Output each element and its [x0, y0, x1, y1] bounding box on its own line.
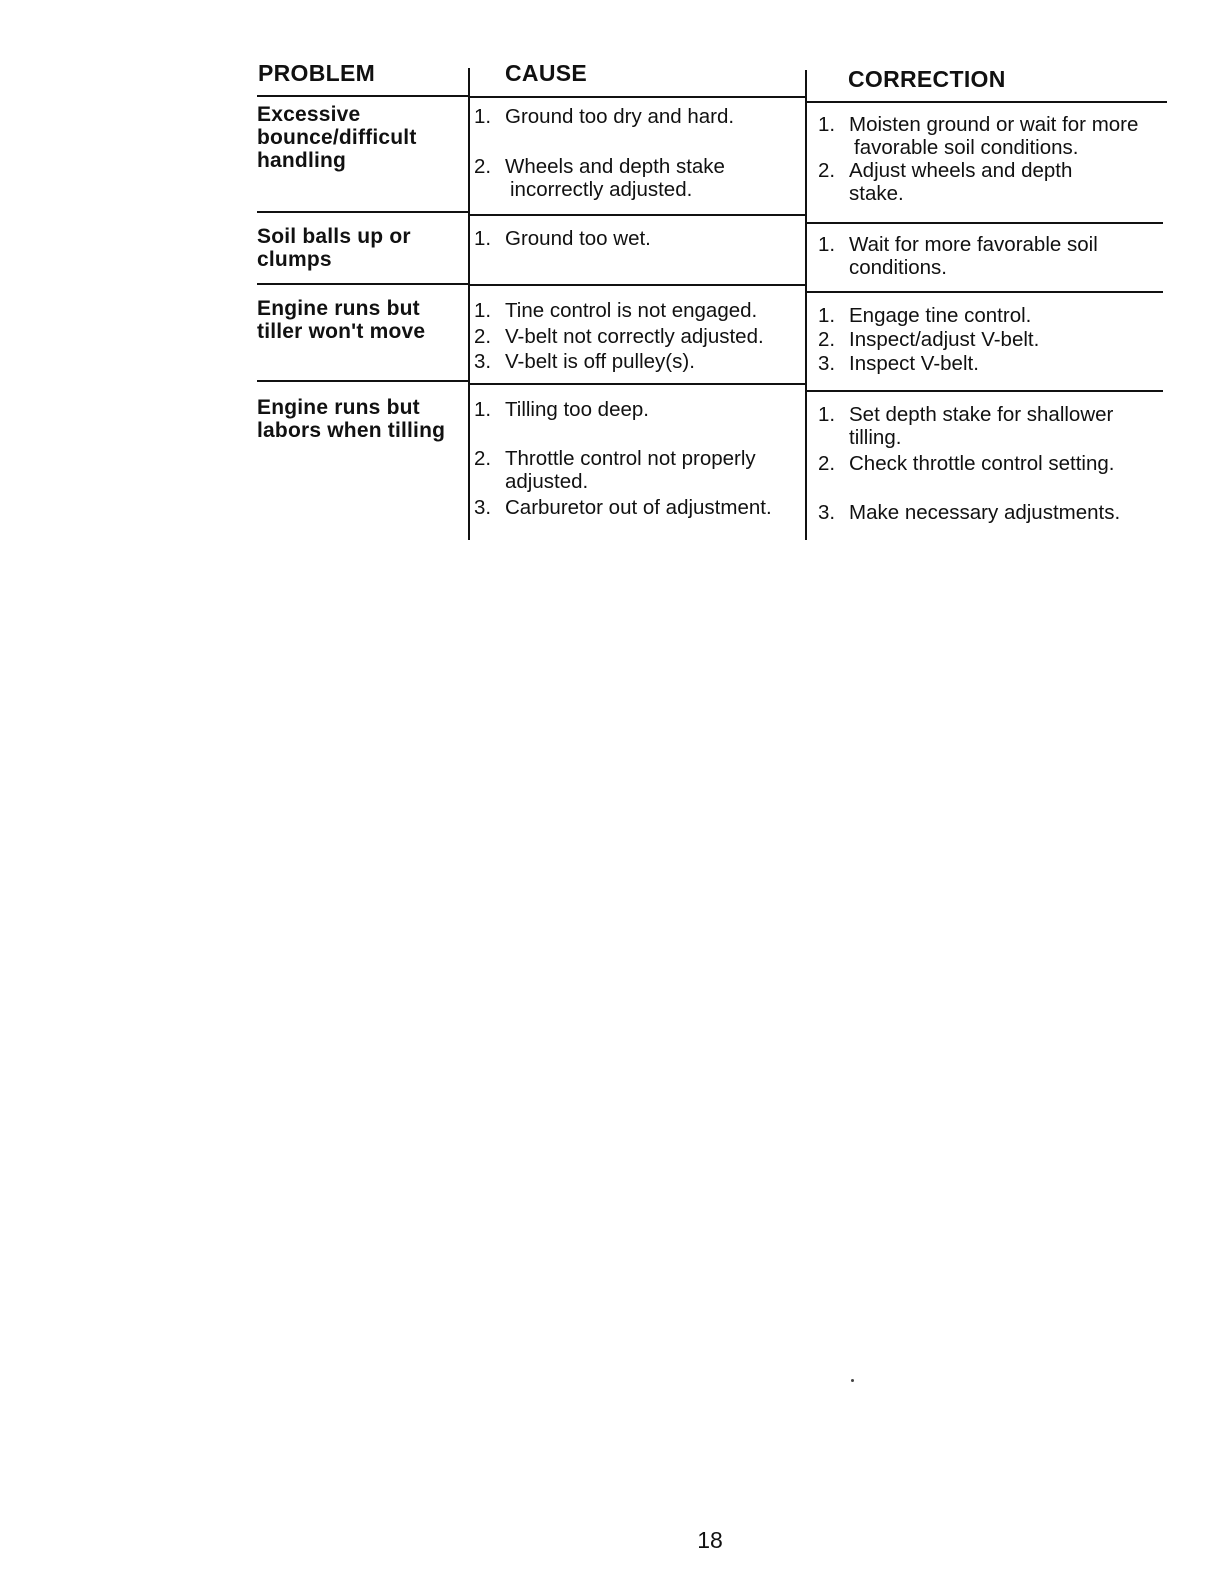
column-divider-cause [468, 68, 470, 540]
rule-row-1-problem [257, 211, 470, 213]
problem-engine-labors: Engine runs but labors when tilling [257, 396, 446, 442]
problem-excessive-bounce: Excessive bounce/difficult handling [257, 103, 417, 172]
rule-header-cause [468, 96, 807, 98]
rule-header-problem [257, 95, 470, 97]
header-correction: CORRECTION [848, 66, 1006, 92]
manual-page: PROBLEM CAUSE CORRECTION Excessive bounce/difficult handling 1. Ground too dry and hard. 2. Wheels and depth stake incorrectly adjusted. 1. Moisten ground or wait for more favorable soil conditions. 2. Adjust wheels and depth stake. Soil balls up or clumps 1. Ground too wet. 1. Wait for more favorable soil conditions. Engine runs but tiller won't move 1. Tine control is not engaged. 2. V-belt not correctly adjusted. 3. V-belt is off pulley(s). 1. Engage tine control. 2. Inspect/adjust V-belt. 3. Inspect V-belt. Engine runs but labors when tilling 1. Tilling too deep. 2. Throttle control not properly adjusted. 3. Carburetor out of adjustment. 1. Set depth stake for shallower tilling. 2. Check throttle control setting. 3. Make necessary adjustments. 18 [0, 0, 1220, 1584]
rule-row-3-problem [257, 380, 470, 382]
rule-row-2-correction [805, 291, 1163, 293]
page-number: 18 [697, 1527, 723, 1553]
rule-row-3-cause [468, 383, 807, 385]
rule-row-1-correction [805, 222, 1163, 224]
column-divider-correction [805, 70, 807, 540]
rule-row-2-cause [468, 284, 807, 286]
problem-tiller-wont-move: Engine runs but tiller won't move [257, 297, 426, 343]
rule-row-1-cause [468, 214, 807, 216]
scan-speck [851, 1379, 854, 1382]
problem-soil-balls: Soil balls up or clumps [257, 225, 411, 271]
rule-row-3-correction [805, 390, 1163, 392]
header-problem: PROBLEM [258, 60, 376, 86]
rule-header-correction [805, 101, 1167, 103]
header-cause: CAUSE [505, 60, 588, 86]
rule-row-2-problem [257, 283, 470, 285]
